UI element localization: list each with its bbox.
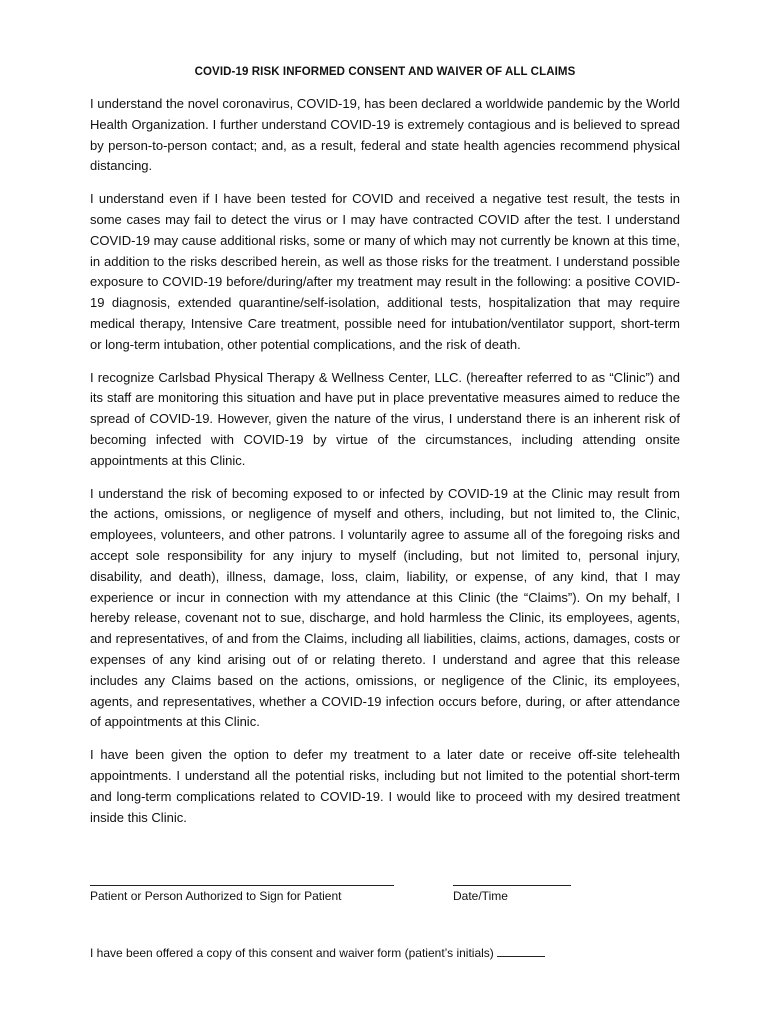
copy-offered-text: I have been offered a copy of this consent and waiver form (patient’s initials) <box>90 946 494 960</box>
paragraph-clinic-measures: I recognize Carlsbad Physical Therapy & Wellness Center, LLC. (hereafter referred to as “Clinic”) and its staff are monitoring this situation and have put in place preventative measures aimed to reduce the spread of COVID-19. However, given the nature of the virus, I understand there is an inherent risk of becoming infected with COVID-19 by virtue of the circumstances, including attending onsite appointments at this Clinic. <box>90 369 680 468</box>
paragraph-treatment-option: I have been given the option to defer my treatment to a later date or receive off-site telehealth appointments. I understand all the potential risks, including but not limited to the potential short-term and long-term complications related to COVID-19. I would like to proceed with my desired treatment inside this Clinic. <box>90 747 680 825</box>
patient-initials-line[interactable] <box>497 944 545 957</box>
document-body <box>90 94 680 840</box>
patient-signature-label: Patient or Person Authorized to Sign for Patient <box>90 889 342 903</box>
paragraph-testing-risks: I understand even if I have been tested for COVID and received a negative test result, the tests in some cases may fail to detect the virus or I may have contracted COVID after the test. I understand COVID-19 may cause additional risks, some or many of which may not currently be known at this time, in addition to the risks described herein, as well as those risks for the treatment. I understand possible exposure to COVID-19 before/during/after my treatment may result in the following: a positive COVID-19 diagnosis, extended quarantine/self-isolation, additional tests, hospitalization that may require medical therapy, Intensive Care treatment, possible need for intubation/ventilator support, short-term or long-term intubation, other potential complications, and the risk of death. <box>90 191 680 352</box>
patient-signature-line[interactable] <box>90 885 394 886</box>
copy-offered-statement <box>90 944 545 960</box>
document-title: COVID-19 RISK INFORMED CONSENT AND WAIVER OF ALL CLAIMS <box>194 66 576 78</box>
date-time-label: Date/Time <box>453 889 508 903</box>
date-time-line[interactable] <box>453 885 571 886</box>
paragraph-release-of-claims: I understand the risk of becoming exposed to or infected by COVID-19 at the Clinic may result from the actions, omissions, or negligence of myself and others, including, but not limited to, the Clinic, employees, volunteers, and other patrons. I voluntarily agree to assume all of the foregoing risks and accept sole responsibility for any injury to myself (including, but not limited to, personal injury, disability, and death), illness, damage, loss, claim, liability, or expense, of any kind, that I may experience or incur in connection with my attendance at this Clinic (the “Claims”). On my behalf, I hereby release, covenant not to sue, discharge, and hold harmless the Clinic, its employees, agents, and representatives, of and from the Claims, including all liabilities, claims, actions, damages, costs or expenses of any kind arising out of or relating thereto. I understand and agree that this release includes any Claims based on the actions, omissions, or negligence of the Clinic, its employees, agents, and representatives, whether a COVID-19 infection occurs before, during, or after attendance of appointments at this Clinic. <box>90 485 680 730</box>
paragraph-novel-coronavirus: I understand the novel coronavirus, COVID-19, has been declared a worldwide pandemic by the World Health Organization. I further understand COVID-19 is extremely contagious and is believed to spread by person-to-person contact; and, as a result, federal and state health agencies recommend physical distancing. <box>90 96 680 174</box>
